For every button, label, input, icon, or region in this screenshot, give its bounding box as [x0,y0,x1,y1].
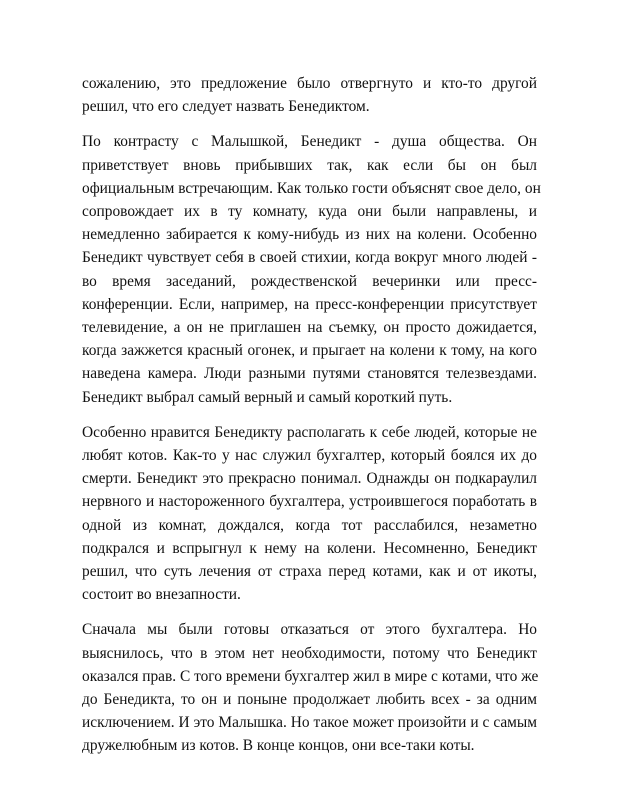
text-line: до Бенедикта, то он и поныне продолжает любить всех - за одним [82,691,537,709]
text-line: сопровождает их в ту комнату, куда они были направлены, и [82,203,537,221]
text-line: во время заседаний, рождественской вечеринки или пресс- [82,272,537,290]
text-line: дружелюбным из котов. В конце концов, они все-таки коты. [82,737,475,755]
text-line: смерти. Бенедикт это прекрасно понимал. Однажды он подкараулил [82,470,537,488]
paragraph-2 [82,130,541,408]
text-line: нервного и настороженного бухгалтера, устроившегося поработать в [82,493,537,511]
text-line: состоит во внезапности. [82,586,241,604]
text-line: подкрался и вспрыгнул к нему на колени. Несомненно, Бенедикт [82,539,537,557]
text-line: любят котов. Как-то у нас служил бухгалтер, который боялся их до [82,447,537,465]
text-line: решил, что его следует назвать Бенедиктом. [82,98,370,116]
text-line: наведена камера. Люди разными путями становятся телезвездами. [82,365,537,383]
text-line: Бенедикт выбрал самый верный и самый короткий путь. [82,388,453,406]
text-line: выяснилось, что в этом нет необходимости, потому что Бенедикт [82,644,537,662]
text-line: решил, что суть лечения от страха перед котами, как и от икоты, [82,563,537,581]
paragraph-1 [82,72,537,118]
text-line: По контрасту с Малышкой, Бенедикт - душа общества. Он [82,133,537,151]
text-line: Сначала мы были готовы отказаться от этого бухгалтера. Но [82,621,537,639]
text-line: когда зажжется красный огонек, и прыгает на колени к тому, на кого [82,342,537,360]
text-line: немедленно забирается к кому-нибудь из них на колени. Особенно [82,226,537,244]
text-line: телевидение, а он не приглашен на съемку, он просто дожидается, [82,319,537,337]
text-line: конференции. Если, например, на пресс-конференции присутствует [82,295,537,313]
text-line: Бенедикт чувствует себя в своей стихии, когда вокруг много людей - [82,249,537,267]
text-line: сожалению, это предложение было отвергнуто и кто-то другой [82,75,537,92]
paragraph-4 [82,618,537,757]
text-line: оказался прав. С того времени бухгалтер жил в мире с котами, что же [82,667,539,685]
text-line: приветствует вновь прибывших так, как если бы он был [82,156,537,174]
body-text [82,72,541,770]
text-line: одной из комнат, дождался, когда тот расслабился, незаметно [82,516,537,534]
text-line: Особенно нравится Бенедикту располагать к себе людей, которые не [82,423,537,441]
text-line: исключением. И это Малышка. Но такое может произойти и с самым [82,714,537,732]
paragraph-3 [82,421,537,607]
text-line: официальным встречающим. Как только гости объяснят свое дело, он [82,179,541,197]
